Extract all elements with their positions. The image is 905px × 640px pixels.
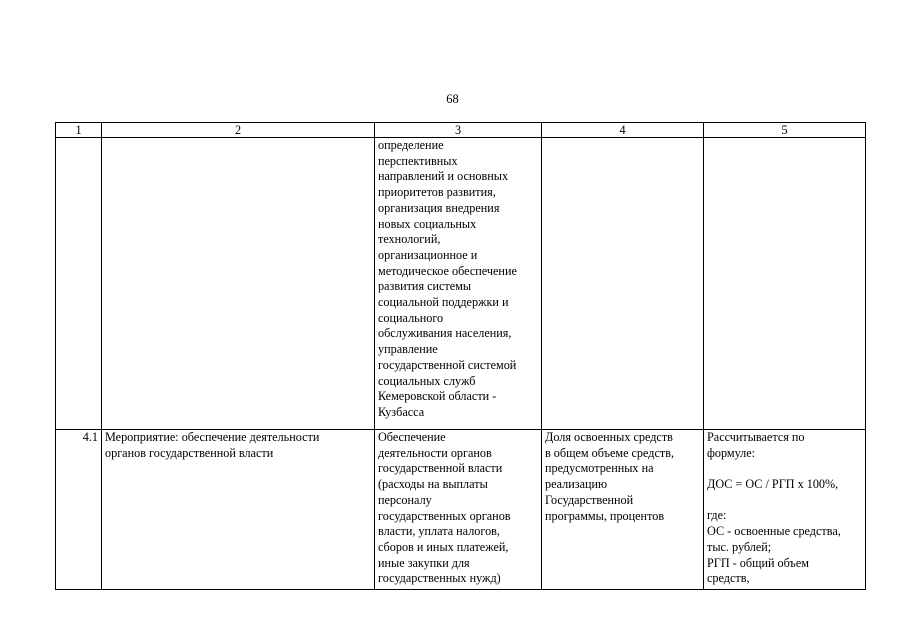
cell-text-line: персоналу (378, 492, 432, 507)
cell-text-line: средств, (707, 571, 750, 586)
cell-text-line: государственной власти (378, 461, 503, 476)
cell-text-line: органов государственной власти (105, 445, 274, 460)
cell-text-line: ОС - освоенные средства, (707, 524, 841, 539)
cell-text-line: технологий, (378, 232, 441, 247)
cell-text-line: перспективных (378, 153, 458, 168)
row1-cell-activity (102, 138, 375, 430)
row2-cell-indicator (542, 430, 704, 590)
header-col-4: 4 (542, 123, 704, 138)
cell-text-line: власти, уплата налогов, (378, 524, 500, 539)
cell-text-line: деятельности органов (378, 445, 492, 460)
cell-text-line: программы, процентов (545, 508, 665, 523)
cell-text-line: где: (707, 508, 727, 523)
cell-text-line: тыс. рублей; (707, 539, 772, 554)
header-col-2: 2 (102, 123, 375, 138)
row1-cell-description (375, 138, 542, 430)
row1-cell-number (56, 138, 102, 430)
blank-line (707, 461, 862, 477)
cell-text-line: Кузбасса (378, 404, 425, 419)
cell-text-line: социальной поддержки и (378, 295, 509, 310)
cell-text-line: государственной системой (378, 357, 517, 372)
header-col-3: 3 (375, 123, 542, 138)
cell-text-line: Обеспечение (378, 430, 446, 444)
cell-text-line: направлений и основных (378, 169, 509, 184)
table-header-row (56, 123, 866, 138)
table-row (56, 430, 866, 590)
cell-text-line: предусмотренных на (545, 461, 654, 476)
page-number: 68 (446, 92, 459, 106)
cell-text-line: Мероприятие: обеспечение деятельности (105, 430, 320, 444)
row2-cell-activity (102, 430, 375, 590)
cell-text-line: Доля освоенных средств (545, 430, 673, 444)
cell-text-line: иные закупки для (378, 555, 470, 570)
cell-text-line: социальных служб (378, 373, 476, 388)
row2-cell-description (375, 430, 542, 590)
cell-text-line: формуле: (707, 445, 756, 460)
cell-text-line: организационное и (378, 247, 478, 262)
cell-text-line: приоритетов развития, (378, 185, 496, 200)
cell-text-line: методическое обеспечение (378, 263, 517, 278)
cell-text-line: (расходы на выплаты (378, 477, 488, 492)
cell-text-line: Рассчитывается по (707, 430, 805, 444)
header-col-1: 1 (56, 123, 102, 138)
cell-text-line: социального (378, 310, 444, 325)
row2-cell-number: 4.1 (56, 430, 102, 590)
row2-cell-formula (704, 430, 866, 590)
row1-cell-indicator (542, 138, 704, 430)
cell-text-line: ДОС = ОС / РГП x 100%, (707, 477, 839, 492)
cell-text-line: государственных нужд) (378, 571, 501, 586)
cell-text-line: определение (378, 138, 444, 152)
cell-text-line: обслуживания населения, (378, 326, 512, 341)
cell-text-line: управление (378, 342, 438, 357)
cell-text-line: новых социальных (378, 216, 477, 231)
cell-text-line: государственных органов (378, 508, 511, 523)
cell-text-line: Государственной (545, 492, 634, 507)
header-col-5: 5 (704, 123, 866, 138)
cell-text-line: организация внедрения (378, 200, 500, 215)
cell-text-line: Кемеровской области - (378, 389, 497, 404)
document-table (55, 122, 866, 590)
table-row (56, 138, 866, 430)
cell-text-line: развития системы (378, 279, 472, 294)
cell-text-line: РГП - общий объем (707, 555, 809, 570)
cell-text-line: сборов и иных платежей, (378, 539, 509, 554)
row1-cell-formula (704, 138, 866, 430)
cell-text-line: в общем объеме средств, (545, 445, 675, 460)
blank-line (707, 493, 862, 509)
cell-text-line: реализацию (545, 477, 608, 492)
